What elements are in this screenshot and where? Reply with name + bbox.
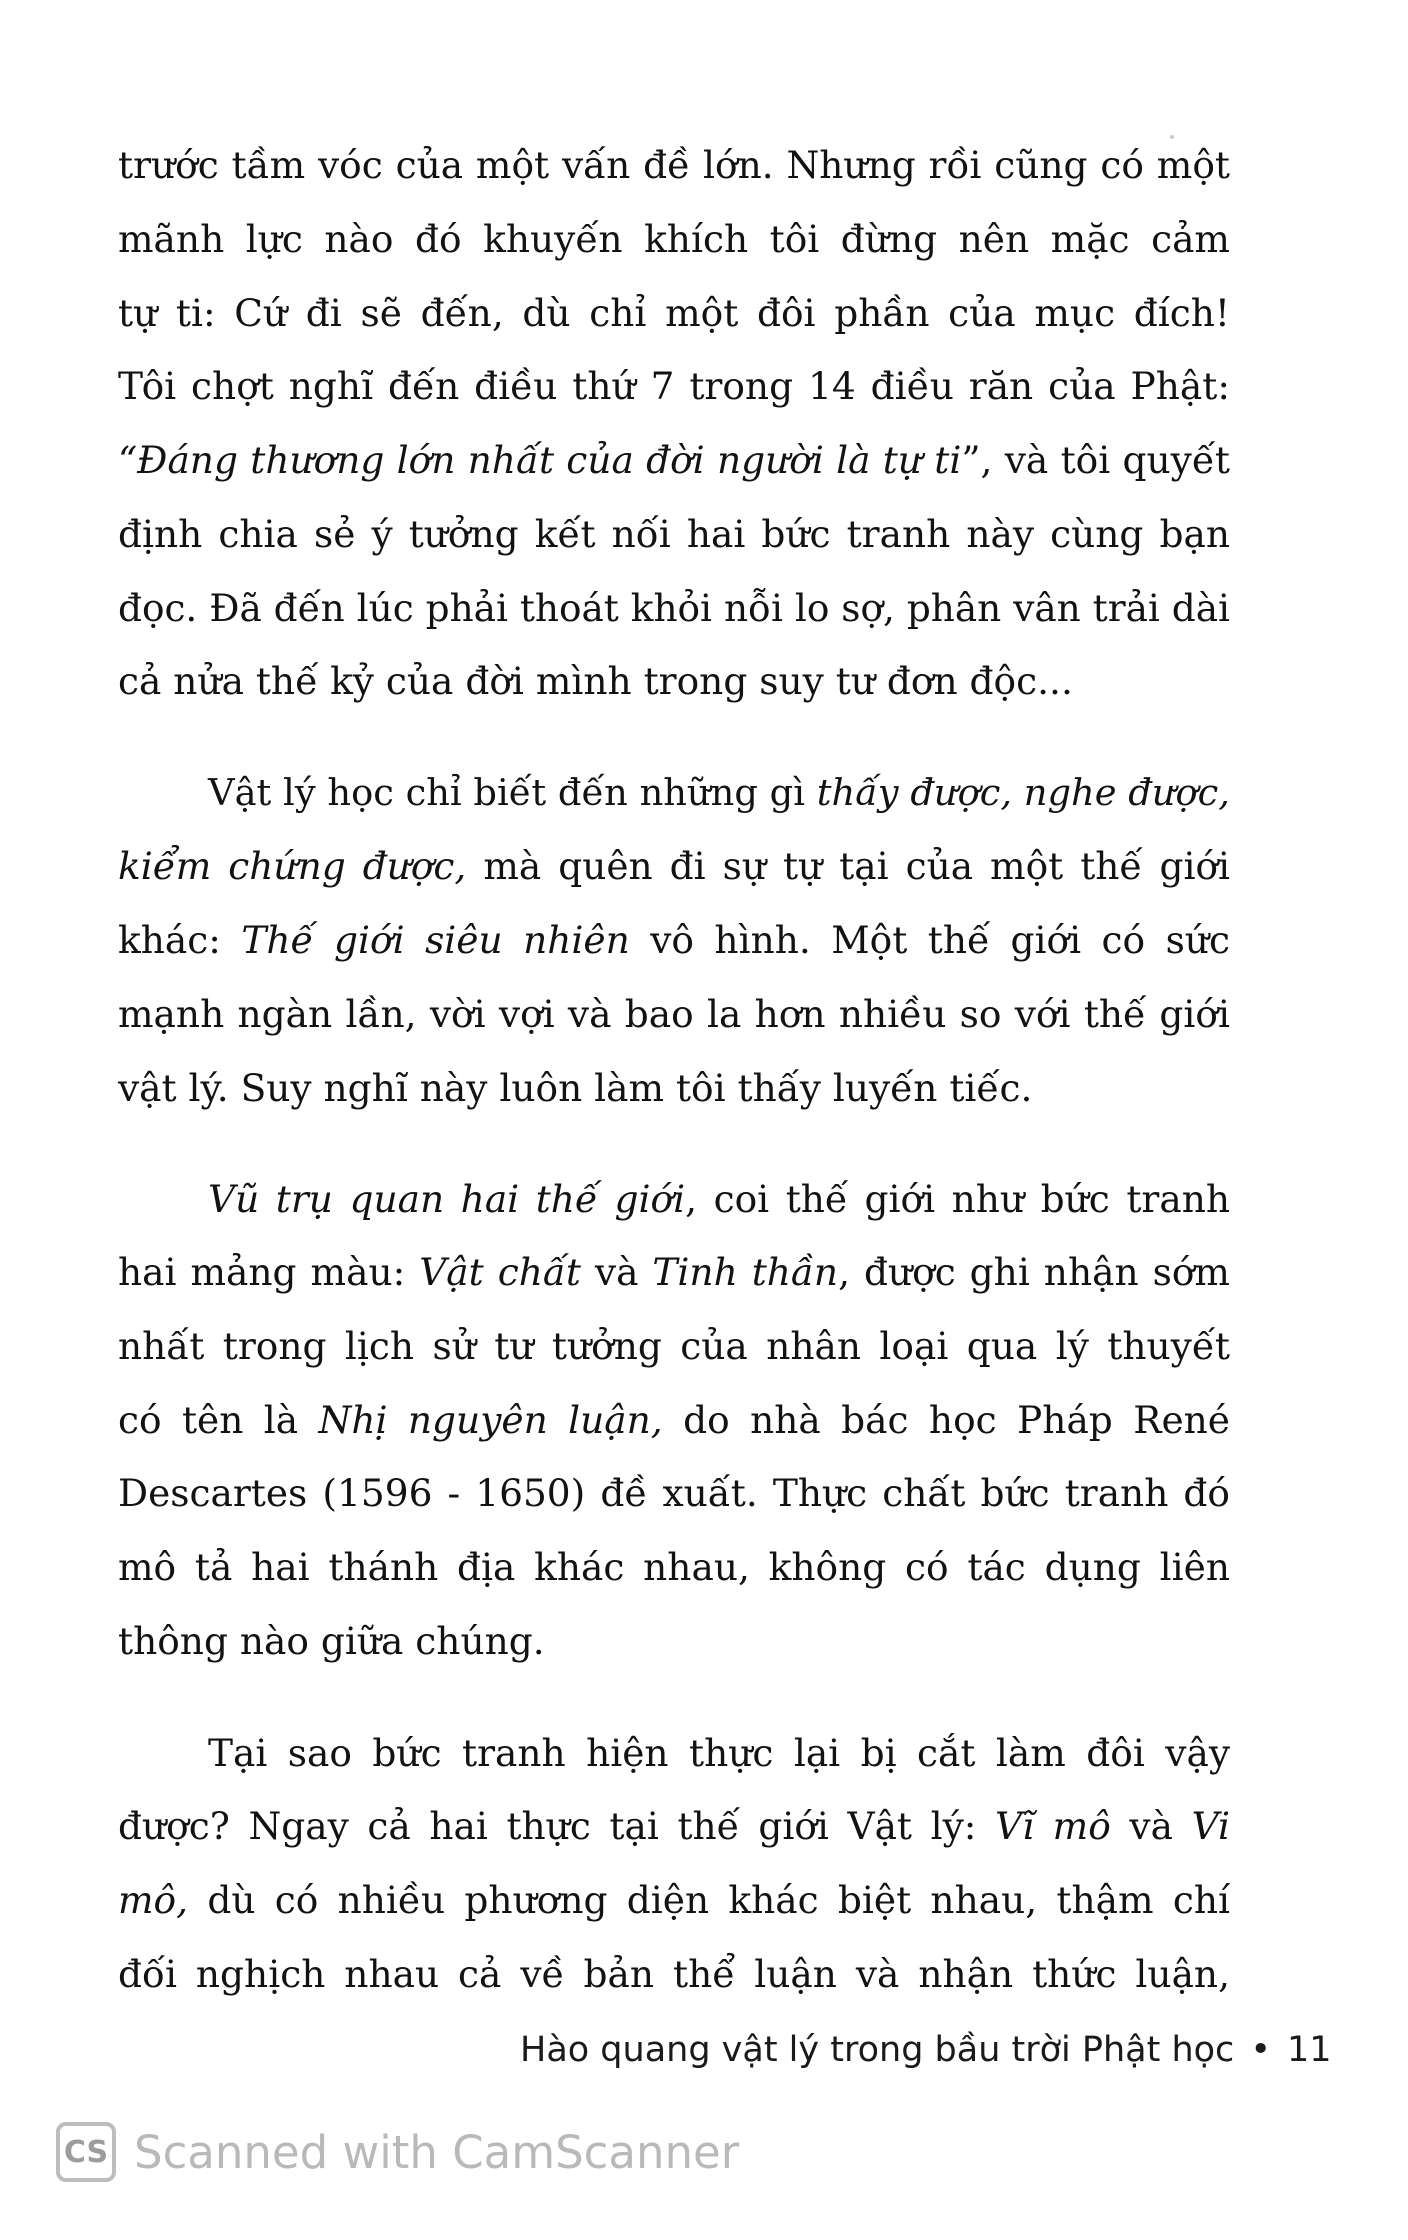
text-run: dù có nhiều phương diện khác biệt nhau, thậm chí	[188, 1878, 1230, 1922]
text-line	[118, 1616, 1230, 1666]
italic-text: kiểm chứng được,	[118, 844, 467, 888]
text-run: Tại sao bức tranh hiện thực lại bị cắt làm đôi vậy	[208, 1731, 1230, 1775]
text-line	[118, 1247, 1230, 1297]
text-line	[118, 583, 1230, 633]
text-run: ”, và tôi quyết	[961, 438, 1230, 482]
italic-text: Vật chất	[419, 1250, 581, 1294]
text-run: mãnh lực nào đó khuyến khích tôi đừng nên mặc cảm	[118, 217, 1230, 261]
text-run: cả nửa thế kỷ của đời mình trong suy tư đơn độc...	[118, 659, 1073, 703]
text-run: đọc. Đã đến lúc phải thoát khỏi nỗi lo sợ, phân vân trải dài	[118, 586, 1230, 630]
text-line	[118, 1801, 1230, 1851]
text-run: trước tầm vóc của một vấn đề lớn. Nhưng rồi cũng có một	[118, 143, 1230, 187]
text-line	[118, 1542, 1230, 1592]
text-line	[118, 989, 1230, 1039]
text-run: Vật lý học chỉ biết đến những gì	[208, 771, 817, 814]
footer-bullet: •	[1250, 2030, 1271, 2070]
text-line	[118, 214, 1230, 264]
text-line	[118, 361, 1230, 411]
italic-text: Vi	[1191, 1804, 1230, 1848]
text-run: và	[580, 1250, 653, 1294]
italic-text: Tinh thần	[652, 1250, 839, 1294]
text-line	[118, 435, 1230, 485]
footer-book-title: Hào quang vật lý trong bầu trời Phật học	[520, 2030, 1235, 2070]
text-line	[118, 1395, 1230, 1445]
text-line	[118, 1468, 1230, 1518]
text-line	[118, 656, 1230, 706]
italic-text: thấy được, nghe được,	[816, 771, 1230, 814]
text-run: Descartes (1596 - 1650) đề xuất. Thực chất bức tranh đó	[118, 1471, 1230, 1515]
text-run: định chia sẻ ý tưởng kết nối hai bức tranh này cùng bạn	[118, 512, 1230, 556]
text-run: mạnh ngàn lần, vời vợi và bao la hơn nhiều so với thế giới	[118, 992, 1230, 1036]
text-run: vật lý. Suy nghĩ này luôn làm tôi thấy luyến tiếc.	[118, 1066, 1033, 1110]
text-run: được? Ngay cả hai thực tại thế giới Vật lý:	[118, 1804, 996, 1848]
italic-text: Vĩ mô	[995, 1804, 1111, 1848]
italic-text: Thế giới siêu nhiên	[241, 918, 630, 962]
text-run: có tên là	[118, 1398, 319, 1442]
text-run: , coi thế giới như bức tranh	[685, 1177, 1230, 1221]
text-line	[118, 1321, 1230, 1371]
scan-speck	[1170, 135, 1174, 139]
watermark-text: Scanned with CamScanner	[134, 2125, 740, 2179]
text-line	[118, 1875, 1230, 1925]
text-run: vô hình. Một thế giới có sức	[629, 918, 1230, 962]
text-line	[118, 1728, 1230, 1778]
page-number: 11	[1286, 2030, 1332, 2070]
running-footer	[520, 2030, 1332, 2070]
text-line	[118, 1063, 1230, 1113]
italic-text: Vũ trụ quan hai thế giới	[208, 1177, 686, 1221]
text-run: , được ghi nhận sớm	[838, 1250, 1230, 1294]
text-run: hai mảng màu:	[118, 1250, 420, 1294]
text-line	[118, 1949, 1230, 1999]
text-run: Tôi chợt nghĩ đến điều thứ 7 trong 14 điều răn của Phật:	[118, 364, 1230, 408]
text-run: nhất trong lịch sử tư tưởng của nhân loại qua lý thuyết	[118, 1324, 1230, 1368]
text-run: tự ti: Cứ đi sẽ đến, dù chỉ một đôi phần của mục đích!	[118, 291, 1230, 335]
text-run: đối nghịch nhau cả về bản thể luận và nhận thức luận,	[118, 1952, 1230, 1996]
text-line	[118, 915, 1230, 965]
camscanner-logo-icon: CS	[56, 2122, 116, 2182]
text-run: khác:	[118, 918, 242, 962]
text-line	[118, 841, 1230, 891]
text-run: thông nào giữa chúng.	[118, 1619, 545, 1663]
text-line	[118, 1174, 1230, 1224]
camscanner-watermark	[56, 2120, 739, 2184]
text-run: mô tả hai thánh địa khác nhau, không có tác dụng liên	[118, 1545, 1230, 1589]
text-line	[118, 768, 1230, 818]
text-line	[118, 288, 1230, 338]
text-run: do nhà bác học Pháp René	[662, 1398, 1230, 1442]
text-run: và	[1110, 1804, 1192, 1848]
text-run: mà quên đi sự tự tại của một thế giới	[466, 844, 1231, 888]
italic-text: Nhị nguyên luận,	[318, 1398, 663, 1442]
italic-text: “Đáng thương lớn nhất của đời người là tự ti	[118, 438, 962, 482]
italic-text: mô,	[118, 1878, 189, 1922]
text-line	[118, 509, 1230, 559]
text-line	[118, 140, 1230, 190]
